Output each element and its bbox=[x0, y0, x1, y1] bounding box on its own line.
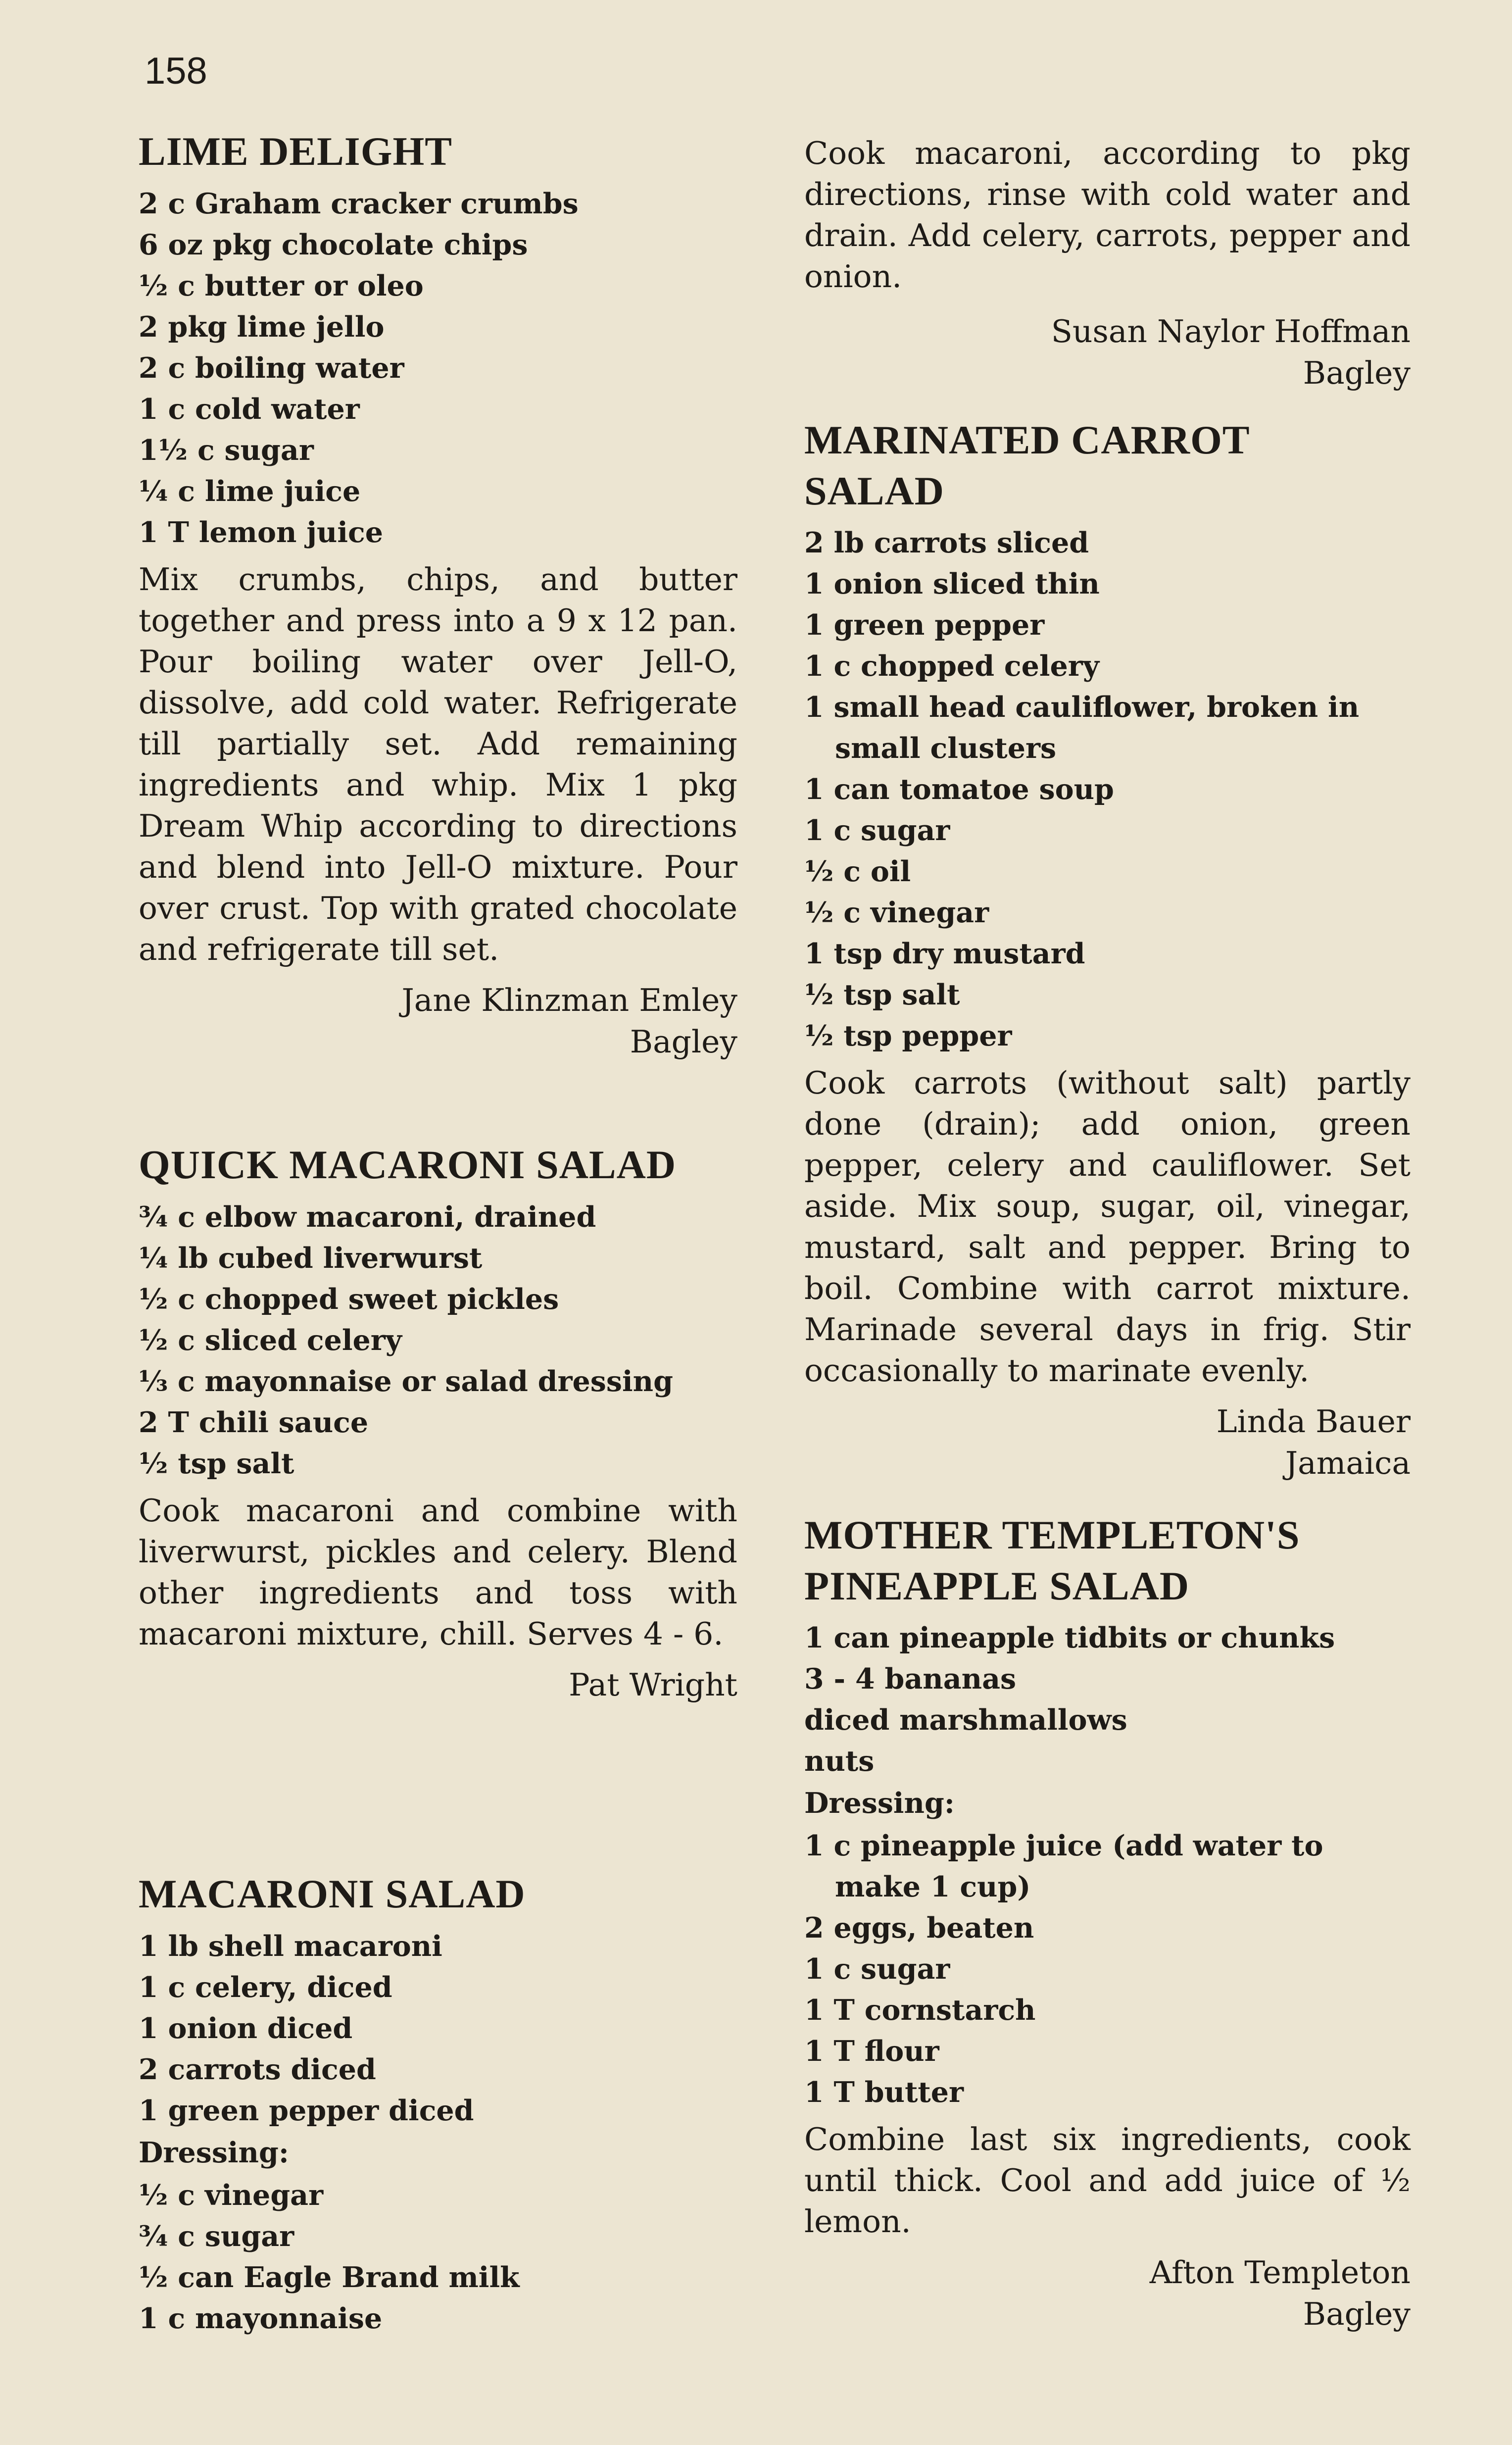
author: Susan Naylor Hoffman bbox=[1051, 313, 1411, 349]
author: Linda Bauer bbox=[1216, 1403, 1411, 1440]
dressing-ingredient: make 1 cup) bbox=[835, 1870, 1031, 1903]
ingredient-list bbox=[139, 1197, 737, 1484]
ingredient: ¼ lb cubed liverwurst bbox=[139, 1241, 483, 1275]
ingredient: 1 green pepper diced bbox=[139, 2094, 474, 2127]
recipe-title: MOTHER TEMPLETON'S bbox=[804, 1512, 1300, 1557]
dressing-ingredient: 1 T cornstarch bbox=[804, 1994, 1036, 2027]
ingredient: 1 c sugar bbox=[804, 814, 950, 847]
dressing-list bbox=[804, 1825, 1411, 2113]
dressing-ingredient: ½ c vinegar bbox=[139, 2178, 324, 2212]
directions: Combine last six ingredients, cook until thick. Cool and add juice of ½ lemon. bbox=[804, 2121, 1411, 2240]
ingredient: 1 onion sliced thin bbox=[804, 567, 1100, 600]
ingredient: small clusters bbox=[835, 732, 1057, 765]
dressing-label: Dressing: bbox=[139, 2136, 289, 2169]
town: Bagley bbox=[630, 1023, 737, 1060]
ingredient: 6 oz pkg chocolate chips bbox=[139, 228, 528, 261]
ingredient: 1 c chopped celery bbox=[804, 649, 1099, 683]
directions: Cook macaroni, according to pkg directions, rinse with cold water and drain. Add celery, carrots, pepper and onion. bbox=[804, 135, 1411, 295]
ingredient: ½ c vinegar bbox=[804, 896, 989, 929]
ingredient: 1 can tomatoe soup bbox=[804, 773, 1114, 806]
ingredient: 2 carrots diced bbox=[139, 2052, 376, 2086]
recipe-title: PINEAPPLE SALAD bbox=[804, 1563, 1190, 1608]
ingredient: ⅓ c mayonnaise or salad dressing bbox=[139, 1364, 673, 1398]
ingredient-list bbox=[804, 1617, 1411, 1782]
ingredient: diced marshmallows bbox=[804, 1703, 1127, 1737]
ingredient: ¾ c elbow macaroni, drained bbox=[139, 1200, 596, 1234]
ingredient: 1½ c sugar bbox=[139, 433, 314, 467]
ingredient: 2 pkg lime jello bbox=[139, 310, 385, 344]
dressing-ingredient: 1 c mayonnaise bbox=[139, 2301, 383, 2335]
ingredient: 1 c celery, diced bbox=[139, 1970, 392, 2004]
recipe-title: MARINATED CARROT bbox=[804, 417, 1250, 462]
town: Bagley bbox=[1303, 2296, 1411, 2332]
recipe-macaroni-salad bbox=[139, 1869, 737, 2339]
dressing-ingredient: ¾ c sugar bbox=[139, 2219, 294, 2253]
dressing-ingredient: 1 T flour bbox=[804, 2035, 939, 2068]
ingredient: 3 - 4 bananas bbox=[804, 1662, 1017, 1696]
recipe-lime-delight bbox=[139, 126, 737, 1063]
page-number: 158 bbox=[145, 50, 207, 92]
author: Jane Klinzman Emley bbox=[401, 982, 737, 1018]
dressing-list bbox=[139, 2175, 737, 2339]
town: Jamaica bbox=[1285, 1445, 1411, 1481]
ingredient: 1 small head cauliflower, broken in bbox=[804, 691, 1360, 724]
ingredient: ½ tsp salt bbox=[139, 1447, 294, 1480]
ingredient: 1 c cold water bbox=[139, 392, 360, 426]
dressing-ingredient: 1 c pineapple juice (add water to bbox=[804, 1829, 1323, 1862]
ingredient: 1 green pepper bbox=[804, 608, 1045, 642]
dressing-ingredient: ½ can Eagle Brand milk bbox=[139, 2260, 520, 2294]
recipe-macaroni-salad-continued bbox=[804, 133, 1411, 394]
directions: Cook macaroni and combine with liverwurst, pickles and celery. Blend other ingredients and toss with macaroni mixture, chill. Serves 4 - 6. bbox=[139, 1492, 737, 1652]
author: Afton Templeton bbox=[1149, 2254, 1411, 2291]
author: Pat Wright bbox=[569, 1666, 737, 1703]
directions: Mix crumbs, chips, and butter together and press into a 9 x 12 pan. Pour boiling water over Jell-O, dissolve, add cold water. Refrigerate till partially set. Add remaining ingredients and whip. Mix 1 pkg Dream Whip according to directions and blend into Jell-O mixture. Pour over crust. Top with grated chocolate and refrigerate till set. bbox=[139, 561, 737, 967]
ingredient: ½ c sliced celery bbox=[139, 1323, 402, 1357]
dressing-label: Dressing: bbox=[804, 1787, 955, 1820]
recipe-pineapple-salad bbox=[804, 1510, 1411, 2335]
recipe-quick-macaroni-salad bbox=[139, 1140, 737, 1706]
ingredient: 2 c boiling water bbox=[139, 351, 404, 385]
dressing-ingredient: 1 T butter bbox=[804, 2076, 964, 2109]
ingredient: ½ tsp salt bbox=[804, 978, 960, 1011]
ingredient: 1 T lemon juice bbox=[139, 515, 383, 549]
town: Bagley bbox=[1303, 355, 1411, 391]
ingredient: 1 onion diced bbox=[139, 2011, 353, 2045]
ingredient: 2 T chili sauce bbox=[139, 1405, 369, 1439]
ingredient: ½ tsp pepper bbox=[804, 1019, 1012, 1052]
ingredient: ½ c chopped sweet pickles bbox=[139, 1282, 559, 1316]
recipe-marinated-carrot-salad bbox=[804, 415, 1411, 1484]
ingredient: 2 c Graham cracker crumbs bbox=[139, 187, 579, 220]
ingredient-list bbox=[139, 183, 737, 553]
recipe-title: SALAD bbox=[804, 468, 944, 513]
ingredient-list bbox=[804, 522, 1411, 1056]
ingredient: 1 tsp dry mustard bbox=[804, 937, 1085, 970]
recipe-title: MACARONI SALAD bbox=[139, 1871, 526, 1916]
recipe-title: QUICK MACARONI SALAD bbox=[139, 1142, 677, 1187]
ingredient: 1 lb shell macaroni bbox=[139, 1929, 442, 1963]
directions: Cook carrots (without salt) partly done (drain); add onion, green pepper, celery and cauliflower. Set aside. Mix soup, sugar, oil, vinegar, mustard, salt and pepper. Bring to boil. Combine with carrot mixture. Marinade several days in frig. Stir occasionally to marinate evenly. bbox=[804, 1065, 1411, 1389]
ingredient: ½ c oil bbox=[804, 855, 911, 888]
ingredient: 2 lb carrots sliced bbox=[804, 526, 1089, 559]
dressing-ingredient: 1 c sugar bbox=[804, 1952, 950, 1986]
dressing-ingredient: 2 eggs, beaten bbox=[804, 1911, 1034, 1945]
ingredient: nuts bbox=[804, 1745, 875, 1778]
ingredient: ½ c butter or oleo bbox=[139, 269, 424, 302]
ingredient-list bbox=[139, 1926, 737, 2131]
ingredient: ¼ c lime juice bbox=[139, 474, 361, 508]
recipe-title: LIME DELIGHT bbox=[139, 129, 452, 174]
ingredient: 1 can pineapple tidbits or chunks bbox=[804, 1621, 1335, 1654]
